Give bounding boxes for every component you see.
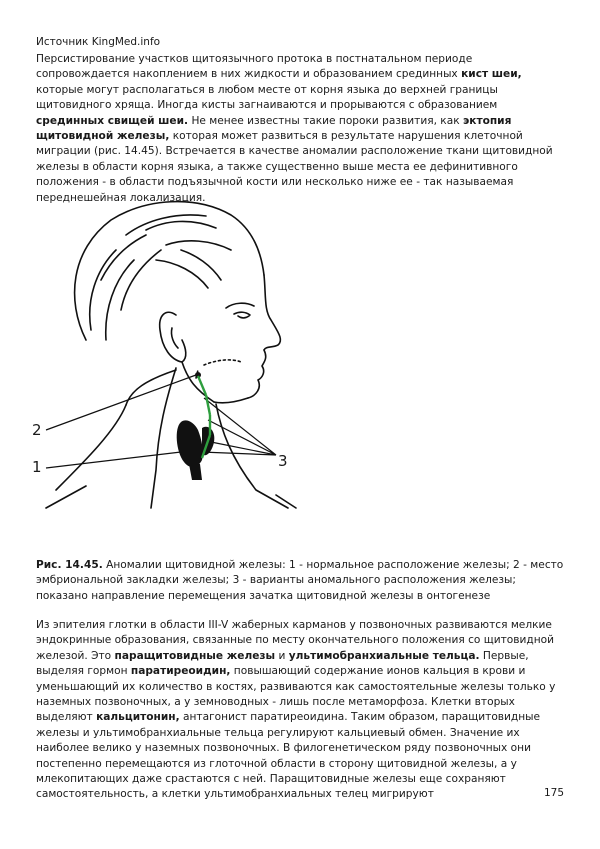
source-label: Источник KingMed.info — [36, 36, 161, 48]
figure-pointer-lines — [46, 375, 276, 468]
figure-label-1: 1 — [32, 458, 42, 476]
figure-caption: Рис. 14.45. Аномалии щитовидной железы: 1 - нормальное расположение железы; 2 - место эмбриональной закладки железы; 3 - варианты аномального расположения железы; показано направление перемещения зачатка щитовидной железы в онтогенезе — [36, 559, 564, 602]
head-outline — [46, 202, 296, 508]
figure-label-3: 3 — [278, 452, 288, 470]
figure-head-profile — [26, 190, 326, 510]
figure-label-2: 2 — [32, 421, 42, 439]
paragraph-parathyroid: Из эпителия глотки в области III-V жаберных карманов у позвоночных развиваются мелкие эндокринные образования, связанные по месту окончательного положения со щитовидной железой. Это паращитовидные железы и ультимобранхиальные тельца. Первые, выделяя гормон паратиреоидин, повышающий содержание ионов кальция в крови и уменьшающий их количество в костях, развиваются как самостоятельные железы только у наземных позвоночных, а у земноводных - лишь после метаморфоза. Клетки вторых выделяют кальцитонин, антагонист паратиреоидина. Таким образом, паращитовидные железы и ультимобранхиальные тельца регулируют кальциевый обмен. Значение их наиболее велико у наземных позвоночных. В филогенетическом ряду позвоночных они постепенно перемещаются из глоточной области в сторону щитовидной железы, а у млекопитающих даже срастаются с ней. Паращитовидные железы еще сохраняют самостоятельность, а клетки ультимобранхиальных телец мигрируют — [36, 619, 556, 801]
page-number: 175 — [543, 787, 564, 799]
paragraph-ectopia: Персистирование участков щитоязычного протока в постнатальном периоде сопровождается накоплением в них жидкости и образованием срединных кист шеи, которые могут располагаться в любом месте от корня языка до верхней границы щитовидного хряща. Иногда кисты загнаиваются и прорываются с образованием срединных свищей шеи. Не менее известны такие пороки развития, как эктопия щитовидной железы, которая может развиться в результате нарушения клеточной миграции (рис. 14.45). Встречается в качестве аномалии расположение ткани щитовидной железы в области корня языка, а также существенно выше места ее дефинитивного положения - в области подъязычной кости или несколько ниже ее - так называемая переднешейная локализация. — [36, 53, 553, 204]
thyroid-gland-shape — [177, 372, 215, 480]
